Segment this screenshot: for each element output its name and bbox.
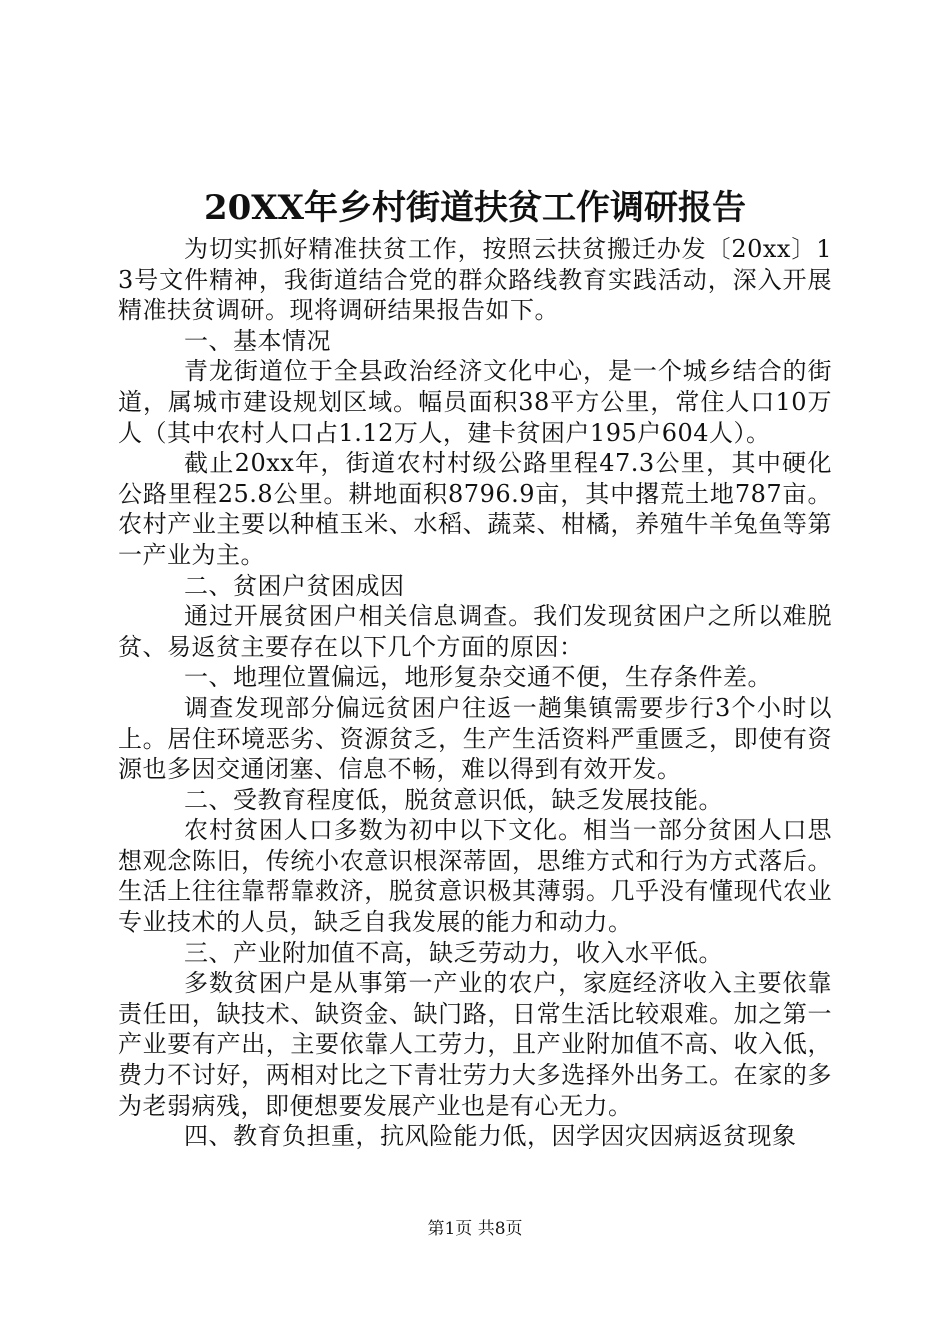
paragraph-education: 农村贫困人口多数为初中以下文化。相当一部分贫困人口思想观念陈旧，传统小农意识根深蒂固，思维方式和行为方式落后。生活上往往靠帮靠救济，脱贫意识极其薄弱。几乎没有懂现代农业专业技术的人员，缺乏自我发展的能力和动力。 — [118, 816, 832, 937]
subheading-education: 二、受教育程度低，脱贫意识低，缺乏发展技能。 — [184, 785, 723, 814]
subheading-education-burden: 四、教育负担重，抗风险能力低，因学因灾因病返贫现象 — [184, 1122, 797, 1151]
paragraph-intro: 为切实抓好精准扶贫工作，按照云扶贫搬迁办发〔20xx〕13号文件精神，我街道结合党的群众路线教育实践活动，深入开展精准扶贫调研。现将调研结果报告如下。 — [118, 235, 832, 325]
section-heading-basic-situation: 一、基本情况 — [184, 326, 331, 355]
paragraph-location: 青龙街道位于全县政治经济文化中心，是一个城乡结合的街道，属城市建设规划区域。幅员面积38平方公里，常住人口10万人（其中农村人口占1.12万人，建卡贫困户195户604人）。 — [118, 357, 832, 447]
section-heading-poverty-causes: 二、贫困户贫困成因 — [184, 571, 405, 600]
paragraph-industry: 多数贫困户是从事第一产业的农户，家庭经济收入主要依靠责任田，缺技术、缺资金、缺门路，日常生活比较艰难。加之第一产业要有产出，主要依靠人工劳力，且产业附加值不高、收入低，费力不讨好，两相对比之下青壮劳力大多选择外出务工。在家的多为老弱病残，即便想要发展产业也是有心无力。 — [118, 969, 832, 1120]
page-footer: 第1页 共8页 — [427, 1219, 523, 1239]
paragraph-survey: 通过开展贫困户相关信息调查。我们发现贫困户之所以难脱贫、易返贫主要存在以下几个方面的原因： — [118, 602, 832, 661]
subheading-industry: 三、产业附加值不高，缺乏劳动力，收入水平低。 — [184, 938, 723, 967]
paragraph-infrastructure: 截止20xx年，街道农村村级公路里程47.3公里，其中硬化公路里程25.8公里。耕地面积8796.9亩，其中撂荒土地787亩。农村产业主要以种植玉米、水稻、蔬菜、柑橘，养殖牛羊兔鱼等第一产业为主。 — [118, 449, 832, 569]
subheading-geography: 一、地理位置偏远，地形复杂交通不便，生存条件差。 — [184, 663, 772, 692]
document-body — [118, 234, 832, 1152]
paragraph-geography: 调查发现部分偏远贫困户往返一趟集镇需要步行3个小时以上。居住环境恶劣、资源贫乏，生产生活资料严重匮乏，即使有资源也多因交通闭塞、信息不畅，难以得到有效开发。 — [118, 693, 832, 784]
document-title: 20XX年乡村街道扶贫工作调研报告 — [203, 188, 747, 228]
